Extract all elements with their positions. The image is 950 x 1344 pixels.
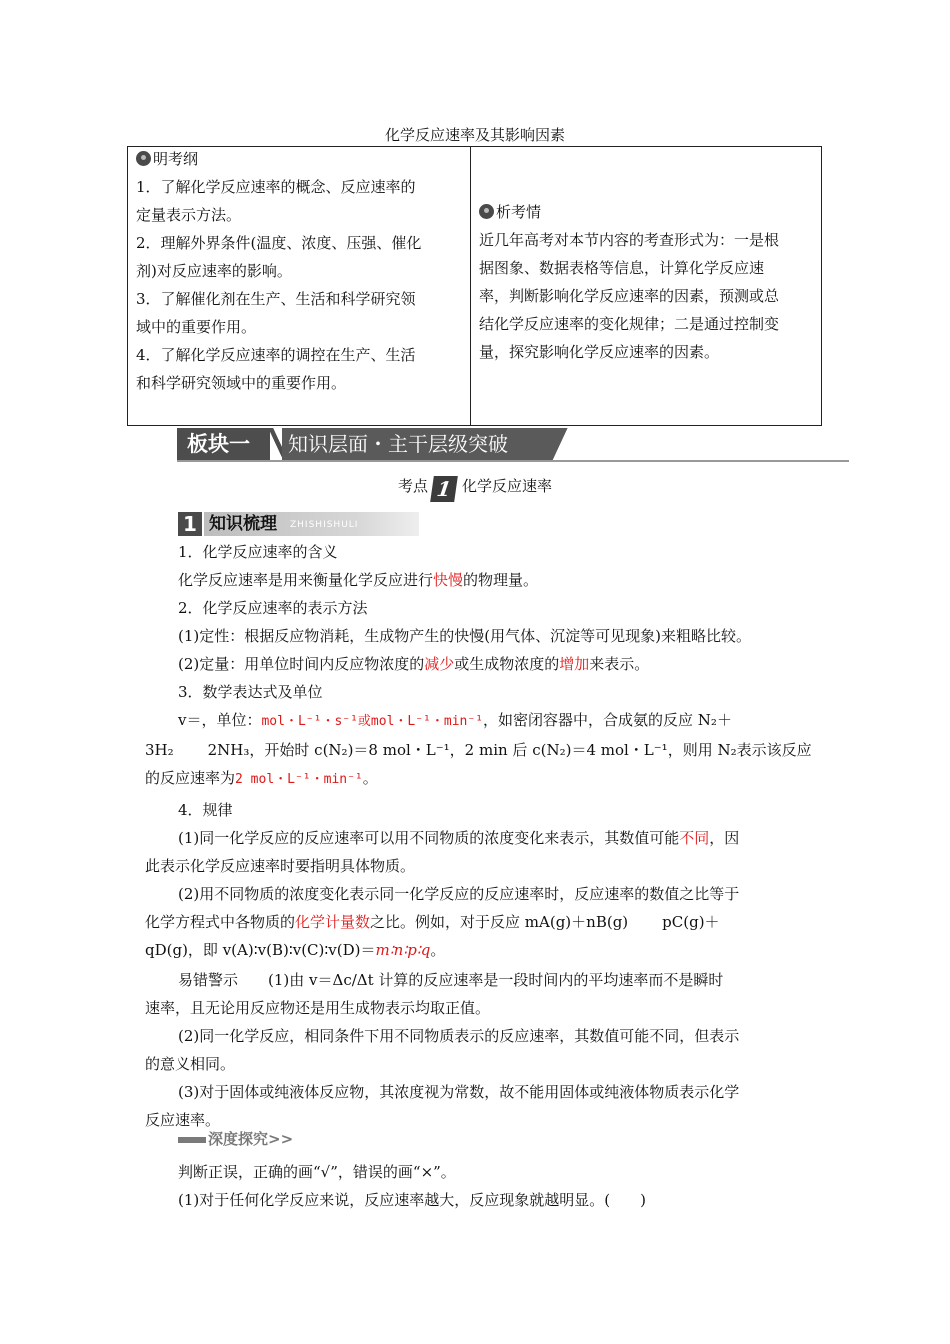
deep-explore-bar [178, 1137, 206, 1143]
analysis-line: 率，判断影响化学反应速率的因素，预测或总 [479, 287, 780, 305]
warning-3-cont: 反应速率。 [145, 1111, 221, 1129]
outline-line: 域中的重要作用。 [136, 318, 257, 336]
quiz-instruction: 判断正误，正确的画“√”，错误的画“×”。 [178, 1163, 456, 1181]
page-title: 化学反应速率及其影响因素 [384, 126, 565, 144]
analysis-line: 据图象、数据表格等信息，计算化学反应速 [479, 259, 765, 277]
outline-line: 1．了解化学反应速率的概念、反应速率的 [136, 178, 416, 196]
banner-left: 板块一 [177, 428, 275, 460]
circle-icon [136, 151, 151, 166]
section-title: 知识梳理 [209, 514, 277, 534]
formula-line-3: 的反应速率为2 mol・L⁻¹・min⁻¹。 [145, 769, 378, 787]
section-subtitle: ZHISHISHULI [290, 520, 359, 530]
rule-2-cont2: qD(g)，即 v(A)∶v(B)∶v(C)∶v(D)＝m∶n∶p∶q。 [145, 941, 446, 959]
banner-end [552, 428, 568, 460]
formula-line-2: 3H₂ 2NH₃，开始时 c(N₂)＝8 mol・L⁻¹，2 min 后 c(N₂)＝4 mol・L⁻¹，则用 N₂表示该反应 [145, 741, 812, 759]
right-box [479, 198, 779, 366]
warning-2-cont: 的意义相同。 [145, 1055, 236, 1073]
outline-line: 2．理解外界条件(温度、浓度、压强、催化 [136, 234, 422, 252]
outline-line: 4．了解化学反应速率的调控在生产、生活 [136, 346, 416, 364]
analysis-line: 结化学反应速率的变化规律；二是通过控制变 [479, 315, 780, 333]
circle-icon [479, 204, 494, 219]
left-box-heading: 明考纲 [136, 145, 421, 173]
outline-line: 剂)对反应速率的影响。 [136, 262, 292, 280]
heading-1: 1．化学反应速率的含义 [178, 543, 338, 561]
outline-line: 和科学研究领域中的重要作用。 [136, 374, 347, 392]
outline-line: 定量表示方法。 [136, 206, 242, 224]
heading-2: 2．化学反应速率的表示方法 [178, 599, 368, 617]
analysis-line: 量，探究影响化学反应速率的因素。 [479, 343, 720, 361]
analysis-line: 近几年高考对本节内容的考查形式为：一是根 [479, 231, 780, 249]
warning-1-cont: 速率，且无论用反应物还是用生成物表示均取正值。 [145, 999, 491, 1017]
main-text [145, 538, 835, 1134]
banner-right: 知识层面・主干层级突破 [282, 428, 552, 460]
right-box-heading: 析考情 [479, 198, 779, 226]
formula-line-1: v＝，单位：mol・L⁻¹・s⁻¹或mol・L⁻¹・min⁻¹，如密闭容器中，合成氨的反应 N₂＋ [178, 711, 732, 729]
deep-explore-label: 深度探究>> [208, 1130, 294, 1148]
quiz-question-1: (1)对于任何化学反应来说，反应速率越大，反应现象就越明显。( ) [178, 1191, 646, 1209]
topic-heading: 考点 1 化学反应速率 [397, 477, 553, 501]
para-2: (1)定性：根据反应物消耗，生成物产生的快慢(用气体、沉淀等可见现象)来粗略比较。 [178, 627, 751, 645]
rule-1-cont: 此表示化学反应速率时要指明具体物质。 [145, 857, 416, 875]
rule-2-cont: 化学方程式中各物质的化学计量数之比。例如，对于反应 mA(g)＋nB(g) pC(g)＋ [145, 913, 720, 931]
rule-1: (1)同一化学反应的反应速率可以用不同物质的浓度变化来表示，其数值可能不同，因 [178, 829, 740, 847]
warning-2: (2)同一化学反应，相同条件下用不同物质表示的反应速率，其数值可能不同，但表示 [178, 1027, 740, 1045]
table-divider [470, 146, 471, 426]
para-3: (2)定量：用单位时间内反应物浓度的减少或生成物浓度的增加来表示。 [178, 655, 650, 673]
heading-4: 4．规律 [178, 801, 233, 819]
rule-2: (2)用不同物质的浓度变化表示同一化学反应的反应速率时，反应速率的数值之比等于 [178, 885, 740, 903]
para-1: 化学反应速率是用来衡量化学反应进行快慢的物理量。 [178, 571, 539, 589]
quiz [178, 1158, 838, 1214]
outline-line: 3．了解催化剂在生产、生活和科学研究领 [136, 290, 416, 308]
warning-3: (3)对于固体或纯液体反应物，其浓度视为常数，故不能用固体或纯液体物质表示化学 [178, 1083, 740, 1101]
heading-3: 3．数学表达式及单位 [178, 683, 323, 701]
left-box [136, 145, 421, 397]
warning-1: 易错警示 (1)由 v＝Δc/Δt 计算的反应速率是一段时间内的平均速率而不是瞬时 [178, 971, 724, 989]
section-number: 1 [178, 512, 202, 536]
topic-number-badge: 1 [430, 476, 458, 502]
banner-underline [177, 460, 849, 462]
